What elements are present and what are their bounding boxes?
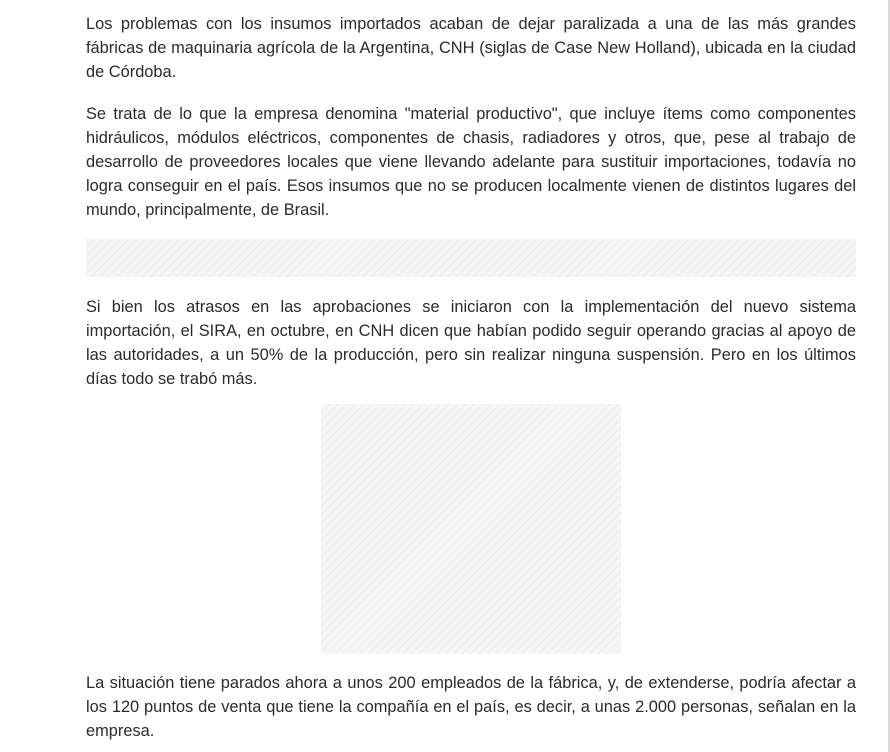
article-paragraph-1: Los problemas con los insumos importados acaban de dejar paralizada a una de las más grandes fábricas de maquinaria agrícola de la Argentina, CNH (siglas de Case New Holland), ubicada en la ciudad de Córdoba. bbox=[86, 15, 856, 81]
article-paragraph-2: Se trata de lo que la empresa denomina "material productivo", que incluye ítems como componentes hidráulicos, módulos eléctricos, componentes de chasis, radiadores y otros, que, pese al trabajo de desarrollo de proveedores locales que viene llevando adelante para sustituir importaciones, todavía no logra conseguir en el país. Esos insumos que no se producen localmente vienen de distintos lugares del mundo, principalmente, de Brasil. bbox=[86, 105, 856, 219]
article-paragraph-3: Si bien los atrasos en las aprobaciones se iniciaron con la implementación del nuevo sistema importación, el SIRA, en octubre, en CNH dicen que habían podido seguir operando gracias al apoyo de las autoridades, a un 50% de la producción, pero sin realizar ninguna suspensión. Pero en los últimos días todo se trabó más. bbox=[86, 298, 856, 388]
ad-banner-placeholder[interactable] bbox=[86, 239, 856, 277]
article-paragraph-4: La situación tiene parados ahora a unos 200 empleados de la fábrica, y, de extenderse, podría afectar a los 120 puntos de venta que tiene la compañía en el país, es decir, a unas 2.000 personas, señalan en la empresa. bbox=[86, 674, 856, 740]
article-body bbox=[86, 12, 856, 743]
ad-box-container bbox=[86, 404, 856, 654]
ad-box-placeholder[interactable] bbox=[321, 404, 621, 654]
